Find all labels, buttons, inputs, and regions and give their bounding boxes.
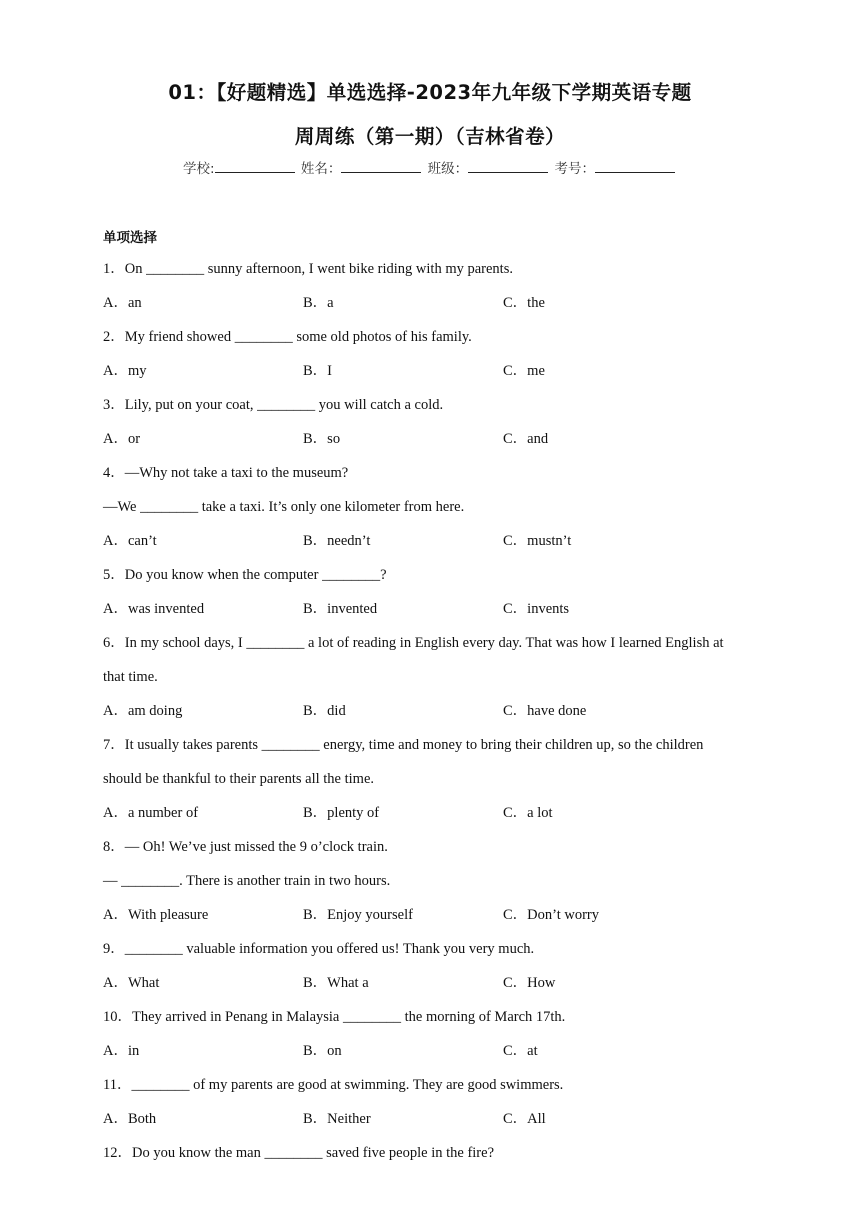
answer-options [103, 694, 763, 728]
answer-option: B．I [303, 363, 332, 379]
question-item [103, 1136, 763, 1170]
question-item [103, 388, 763, 456]
answer-option: B．on [303, 1043, 342, 1059]
answer-option: B．What a [303, 975, 369, 991]
school-label: 学校: [183, 161, 215, 177]
question-stem-line: that time. [103, 669, 158, 685]
answer-option: C．a lot [503, 805, 553, 821]
answer-options [103, 524, 763, 558]
exam-number-blank [595, 160, 675, 173]
question-item [103, 1068, 763, 1136]
answer-option: C．Don’t worry [503, 907, 599, 923]
answer-option: A．a number of [103, 805, 199, 821]
question-stem-line: 4．—Why not take a taxi to the museum? [103, 465, 349, 481]
question-stem-line: 11．________ of my parents are good at swimming. They are good swimmers. [103, 1077, 564, 1093]
answer-option: B．needn’t [303, 533, 371, 549]
answer-option: C．the [503, 295, 545, 311]
answer-options [103, 796, 763, 830]
question-stem-line: 5．Do you know when the computer ________? [103, 567, 387, 583]
section-title: 单项选择 [103, 230, 157, 246]
question-stem-line: 6．In my school days, I ________ a lot of reading in English every day. That was how I learned English at [103, 635, 724, 651]
answer-option: B．did [303, 703, 346, 719]
answer-option: C．All [503, 1111, 546, 1127]
answer-option: A．was invented [103, 601, 205, 617]
question-stem-line: 1．On ________ sunny afternoon, I went bike riding with my parents. [103, 261, 513, 277]
question-item [103, 1000, 763, 1068]
answer-option: A．my [103, 363, 147, 379]
student-info-row [0, 157, 860, 177]
question-stem-line: — ________. There is another train in two hours. [103, 873, 391, 889]
answer-options [103, 1034, 763, 1068]
answer-option: B．Neither [303, 1111, 371, 1127]
question-stem-line: 9．________ valuable information you offered us! Thank you very much. [103, 941, 535, 957]
answer-option: A．or [103, 431, 141, 447]
answer-option: C．invents [503, 601, 570, 617]
answer-options [103, 354, 763, 388]
answer-option: C．and [503, 431, 549, 447]
name-label: 姓名： [300, 161, 342, 177]
question-stem-line: 2．My friend showed ________ some old photos of his family. [103, 329, 472, 345]
question-item [103, 728, 763, 830]
answer-option: B．invented [303, 601, 378, 617]
answer-options [103, 592, 763, 626]
question-stem-line: 8．— Oh! We’ve just missed the 9 o’clock train. [103, 839, 388, 855]
question-stem-line: 10．They arrived in Penang in Malaysia ________ the morning of March 17th. [103, 1009, 566, 1025]
question-item [103, 558, 763, 626]
question-list [103, 252, 763, 1170]
answer-option: B．a [303, 295, 334, 311]
answer-option: A．in [103, 1043, 140, 1059]
answer-option: A．Both [103, 1111, 157, 1127]
class-label: 班级： [427, 161, 469, 177]
question-item [103, 456, 763, 558]
page-title-line-1: 01：【好题精选】单选选择-2023年九年级下学期英语专题 [168, 81, 692, 104]
answer-option: A．am doing [103, 703, 183, 719]
question-item [103, 626, 763, 728]
exam-number-label: 考号： [554, 161, 595, 177]
question-stem-line: 7．It usually takes parents ________ energy, time and money to bring their children up, so the children [103, 737, 704, 753]
name-blank [341, 160, 421, 173]
answer-options [103, 966, 763, 1000]
class-blank [468, 160, 548, 173]
answer-options [103, 1102, 763, 1136]
question-stem-line: should be thankful to their parents all the time. [103, 771, 375, 787]
page-title-line-2: 周周练（第一期）（吉林省卷） [294, 125, 566, 148]
question-item [103, 830, 763, 932]
question-stem-line: 12．Do you know the man ________ saved five people in the fire? [103, 1145, 495, 1161]
answer-option: A．can’t [103, 533, 157, 549]
school-blank [215, 160, 295, 173]
answer-option: C．at [503, 1043, 538, 1059]
answer-option: B．plenty of [303, 805, 380, 821]
answer-option: B．so [303, 431, 341, 447]
answer-option: C．have done [503, 703, 587, 719]
answer-option: A．What [103, 975, 160, 991]
question-item [103, 252, 763, 320]
answer-option: A．With pleasure [103, 907, 209, 923]
question-item [103, 320, 763, 388]
answer-options [103, 898, 763, 932]
question-stem-line: —We ________ take a taxi. It’s only one kilometer from here. [103, 499, 465, 515]
answer-option: B．Enjoy yourself [303, 907, 413, 923]
question-stem-line: 3．Lily, put on your coat, ________ you will catch a cold. [103, 397, 444, 413]
question-item [103, 932, 763, 1000]
answer-option: C．How [503, 975, 556, 991]
answer-options [103, 286, 763, 320]
answer-option: C．me [503, 363, 545, 379]
answer-option: C．mustn’t [503, 533, 572, 549]
answer-options [103, 422, 763, 456]
answer-option: A．an [103, 295, 142, 311]
